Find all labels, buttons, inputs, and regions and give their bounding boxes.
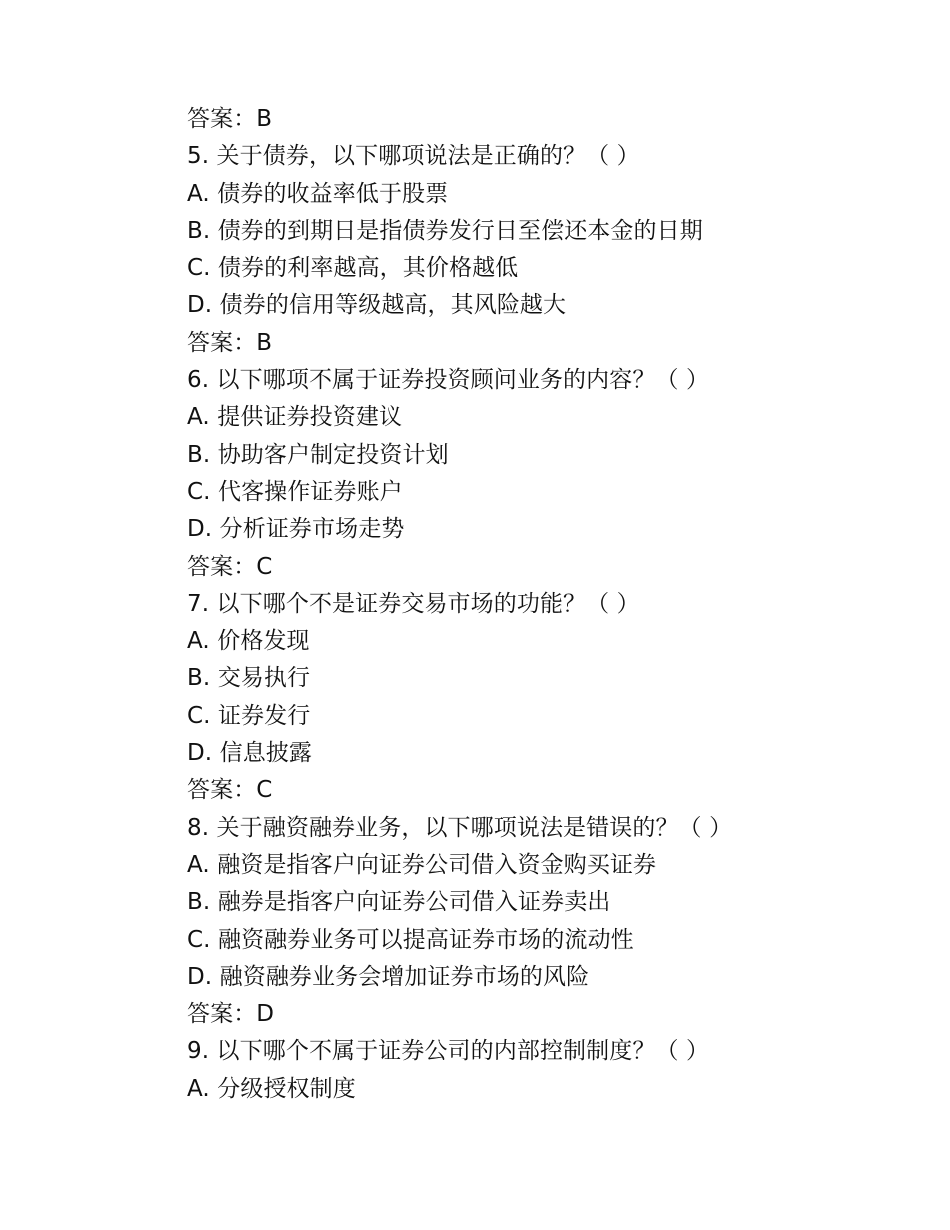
question-7: 7. 以下哪个不是证券交易市场的功能？（ ）	[187, 590, 640, 617]
option-a: A. 分级授权制度	[187, 1075, 356, 1102]
question-9: 9. 以下哪个不属于证券公司的内部控制制度？（ ）	[187, 1038, 710, 1065]
question-8: 8. 关于融资融券业务，以下哪项说法是错误的？（ ）	[187, 814, 733, 841]
answer-line: 答案：B	[187, 106, 273, 132]
option-b: B. 融券是指客户向证券公司借入证券卖出	[187, 889, 611, 916]
option-d: D. 融资融券业务会增加证券市场的风险	[187, 963, 590, 990]
option-b: B. 债券的到期日是指债券发行日至偿还本金的日期	[187, 217, 703, 244]
option-c: C. 融资融券业务可以提高证券市场的流动性	[187, 926, 634, 953]
option-d: D. 信息披露	[187, 740, 313, 767]
option-a: A. 提供证券投资建议	[187, 404, 403, 431]
option-b: B. 交易执行	[187, 665, 311, 692]
option-c: C. 证券发行	[187, 702, 311, 729]
option-d: D. 债券的信用等级越高，其风险越大	[187, 292, 567, 319]
option-a: A. 融资是指客户向证券公司借入资金购买证券	[187, 851, 657, 878]
option-b: B. 协助客户制定投资计划	[187, 441, 449, 468]
question-5: 5. 关于债券，以下哪项说法是正确的？（ ）	[187, 143, 640, 170]
answer-line: 答案：C	[187, 777, 273, 804]
answer-line: 答案：B	[187, 329, 273, 356]
option-c: C. 代客操作证券账户	[187, 478, 403, 505]
answer-line: 答案：C	[187, 553, 273, 580]
document-body	[187, 101, 887, 1108]
option-a: A. 债券的收益率低于股票	[187, 180, 449, 207]
option-c: C. 债券的利率越高，其价格越低	[187, 255, 519, 282]
option-d: D. 分析证券市场走势	[187, 516, 405, 543]
option-a: A. 价格发现	[187, 628, 310, 655]
question-6: 6. 以下哪项不属于证券投资顾问业务的内容？（ ）	[187, 367, 710, 394]
answer-line: 答案：D	[187, 1001, 275, 1028]
